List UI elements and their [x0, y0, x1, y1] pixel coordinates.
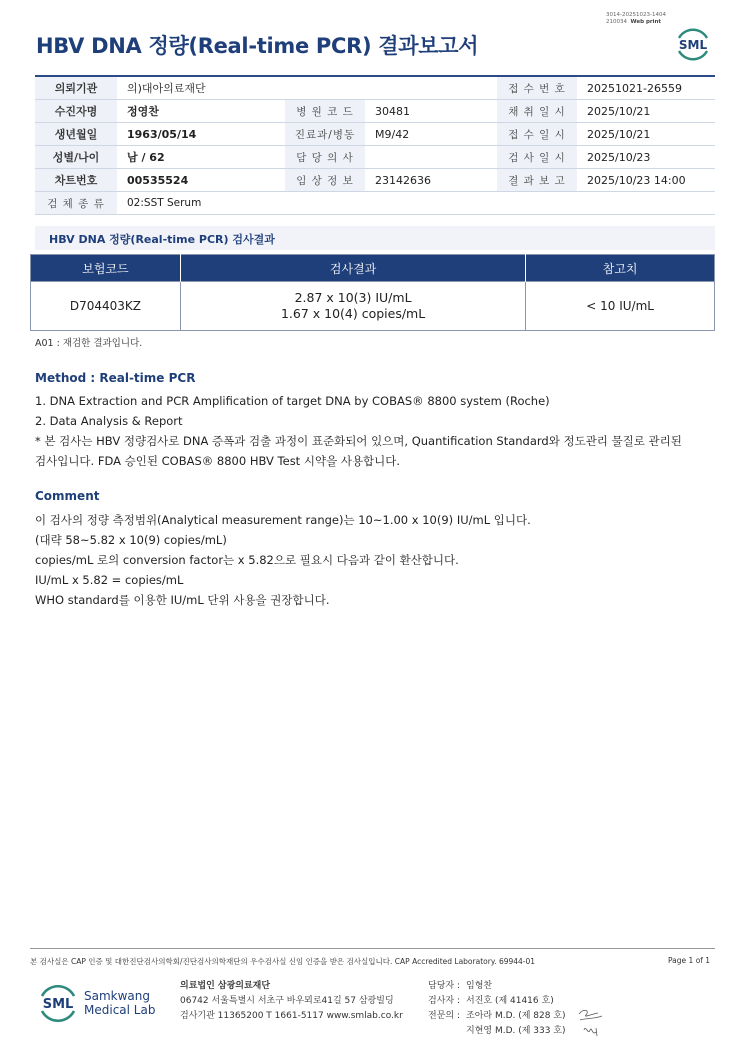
cert-text: 본 검사실은 CAP 인증 및 대한진단검사의학회/진단검사의학재단의 우수검사실 신임 인증을 받은 검사실입니다. CAP Accredited Laboratory. 69944-01 — [30, 957, 536, 966]
info-label: 채 취 일 시 — [497, 100, 577, 123]
reference-range: < 10 IU/mL — [526, 282, 715, 331]
insurance-code: D704403KZ — [31, 282, 181, 331]
info-value: 남 / 62 — [117, 146, 285, 169]
info-label: 병 원 코 드 — [285, 100, 365, 123]
info-value: 정영찬 — [117, 100, 285, 123]
info-label: 진료과/병동 — [285, 123, 365, 146]
table-row — [35, 76, 715, 100]
method-title: Method : Real-time PCR — [35, 371, 196, 385]
col-header-code: 보험코드 — [31, 255, 181, 282]
info-label: 결 과 보 고 — [497, 169, 577, 192]
table-row — [35, 169, 715, 192]
info-label — [285, 76, 365, 100]
info-value: 1963/05/14 — [117, 123, 285, 146]
logo-text: SML — [678, 38, 708, 52]
specimen-value: 02:SST Serum — [117, 192, 715, 215]
specimen-label: 검 체 종 류 — [35, 192, 117, 215]
footer-lab-name: Samkwang Medical Lab — [84, 989, 156, 1017]
info-value: 2025/10/23 14:00 — [577, 169, 715, 192]
signature-icon — [576, 1006, 610, 1040]
info-value: M9/42 — [365, 123, 497, 146]
result-section-header: HBV DNA 정량(Real-time PCR) 검사결과 — [35, 226, 715, 250]
info-label: 차트번호 — [35, 169, 117, 192]
info-label: 수진자명 — [35, 100, 117, 123]
info-label: 성별/나이 — [35, 146, 117, 169]
comment-text: 이 검사의 정량 측정범위(Analytical measurement range)는 10~1.00 x 10(9) IU/mL 입니다. (대략 58~5.82 x 10(9) copies/mL) copies/mL 로의 conversion factor는 x 5.82으로 필요시 다음과 같이 환산합니다. IU/mL x 5.82 = copies/mL WHO standard를 이용한 IU/mL 단위 사용을 권장합니다. — [35, 513, 531, 607]
footer-org-info: 의료법인 삼광의료재단 06742 서울특별시 서초구 바우뫼로41길 57 삼광빌딩 검사기관 11365200 T 1661-5117 www.smlab.co.kr — [180, 981, 403, 1021]
info-value: 2025/10/23 — [577, 146, 715, 169]
page-title: HBV DNA 정량(Real-time PCR) 결과보고서 — [36, 34, 479, 58]
info-value: 의)대아의료재단 — [117, 76, 285, 100]
result-table — [30, 254, 715, 331]
info-value: 2025/10/21 — [577, 123, 715, 146]
info-value: 23142636 — [365, 169, 497, 192]
col-header-result: 검사결과 — [180, 255, 525, 282]
footer-divider — [30, 948, 715, 949]
info-value: 00535524 — [117, 169, 285, 192]
table-row — [35, 146, 715, 169]
retest-note: A01 : 재검한 결과입니다. — [35, 338, 143, 349]
info-label: 생년월일 — [35, 123, 117, 146]
sml-logo-icon — [673, 24, 713, 64]
info-label: 임 상 정 보 — [285, 169, 365, 192]
col-header-reference: 참고치 — [526, 255, 715, 282]
info-value — [365, 146, 497, 169]
table-row — [35, 123, 715, 146]
table-row — [31, 282, 715, 331]
info-label: 담 당 의 사 — [285, 146, 365, 169]
comment-title: Comment — [35, 489, 100, 503]
page-number: Page 1 of 1 — [668, 956, 711, 965]
footer-logo-text: SML — [42, 997, 74, 1012]
info-label: 검 사 일 시 — [497, 146, 577, 169]
info-value: 2025/10/21 — [577, 100, 715, 123]
info-label: 접 수 번 호 — [497, 76, 577, 100]
print-code: 3014-20251023-1404 210034 Web print — [606, 12, 666, 25]
method-text: 1. DNA Extraction and PCR Amplification of target DNA by COBAS® 8800 system (Roche) 2. Data Analysis & Report * 본 검사는 HBV 정량검사로 DNA 증폭과 검출 과정이 표준화되어 있으며, Quantification Standard와 정도관리 물질로 관리된 검사입니다. FDA 승인된 COBAS® 8800 HBV Test 시약을 사용합니다. — [35, 394, 682, 468]
info-value — [365, 76, 497, 100]
info-value: 20251021-26559 — [577, 76, 715, 100]
table-row — [35, 100, 715, 123]
info-label: 의뢰기관 — [35, 76, 117, 100]
footer-staff: 담당자 : 임형찬 검사자 : 서진호 (제 41416 호) 전문의 : 조아라 M.D. (제 828 호) 지현영 M.D. (제 333 호) — [428, 981, 566, 1036]
sml-footer-logo-icon — [36, 981, 80, 1025]
table-row — [35, 192, 715, 215]
result-value: 2.87 x 10(3) IU/mL 1.67 x 10(4) copies/mL — [180, 282, 525, 331]
info-value: 30481 — [365, 100, 497, 123]
info-label: 접 수 일 시 — [497, 123, 577, 146]
patient-info-table — [35, 75, 715, 215]
